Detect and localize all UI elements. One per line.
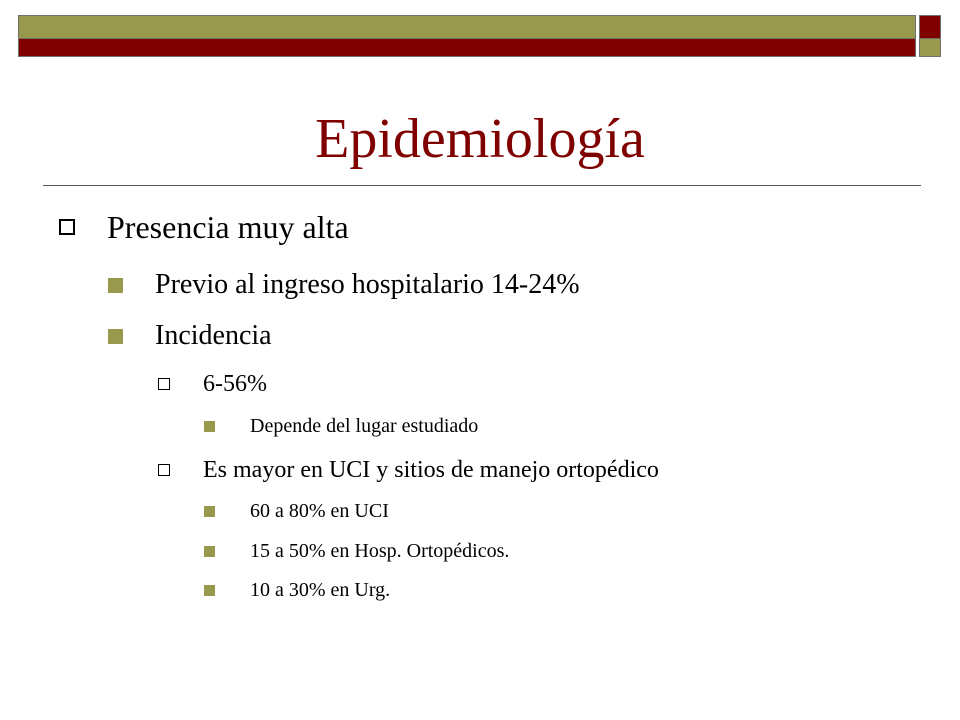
filled-square-bullet-icon (204, 506, 215, 517)
bullet-text: 15 a 50% en Hosp. Ortopédicos. (250, 540, 510, 562)
filled-square-bullet-icon (108, 278, 123, 293)
filled-square-bullet-icon (204, 585, 215, 596)
bullet-item (158, 369, 267, 399)
slide-title: Epidemiología (315, 108, 645, 170)
hollow-square-bullet-icon (158, 464, 170, 476)
bullet-item (108, 268, 580, 302)
bullet-text: 10 a 30% en Urg. (250, 579, 391, 601)
bullet-item (158, 455, 659, 485)
bullet-text: 60 a 80% en UCI (250, 500, 389, 522)
bullet-item (59, 208, 349, 246)
bullet-item (204, 577, 390, 603)
bullet-item (204, 498, 389, 524)
bullet-text: Incidencia (155, 320, 272, 351)
bullet-text: Depende del lugar estudiado (250, 415, 479, 437)
bullet-text: 6-56% (203, 371, 267, 397)
bullet-text: Previo al ingreso hospitalario 14-24% (155, 269, 580, 300)
bullet-item (108, 319, 272, 353)
filled-square-bullet-icon (204, 421, 215, 432)
filled-square-bullet-icon (204, 546, 215, 557)
filled-square-bullet-icon (108, 329, 123, 344)
bullet-item (204, 413, 478, 439)
hollow-square-bullet-icon (59, 219, 75, 235)
hollow-square-bullet-icon (158, 378, 170, 390)
bullet-text: Es mayor en UCI y sitios de manejo ortopédico (203, 457, 659, 483)
bullet-text: Presencia muy alta (107, 209, 349, 245)
bullet-item (204, 538, 509, 564)
